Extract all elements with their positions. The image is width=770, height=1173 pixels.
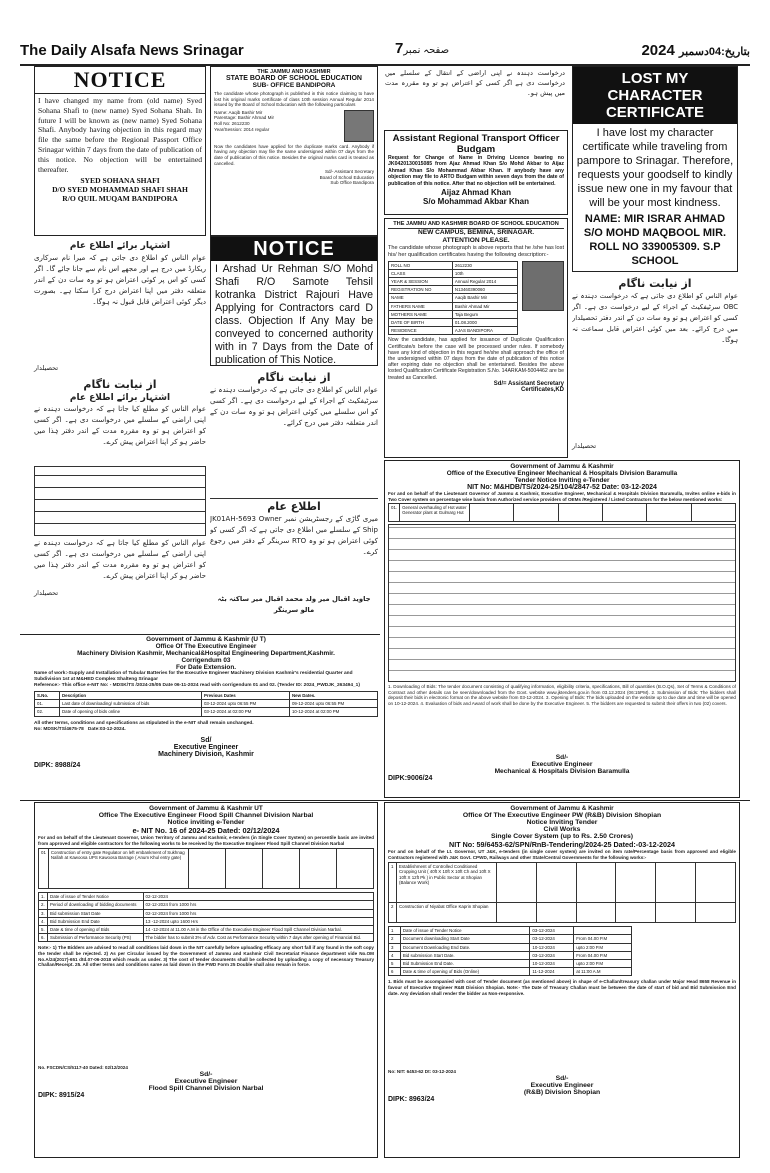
- cell: Bid Submission End Date.: [400, 960, 530, 968]
- candidate-photo-2: [522, 261, 564, 311]
- flood-sd: Sd/-: [199, 1071, 213, 1078]
- shopian-body: For and on behalf of the Lt. Governor, UT J&K, e-tenders (in single cover system) are invited on item rate/Percentage basis from approved and eligible Contractors registered with J&K Govt. CPWD, Railways and other State/Central Governments for the following works:-: [388, 849, 736, 860]
- cell: 1.: [39, 893, 48, 901]
- table-row: [39, 917, 374, 925]
- urdu-heading-1: اشتہار برائے اطلاع عام: [69, 241, 171, 251]
- cell: 1: [389, 863, 397, 903]
- cell: [536, 903, 576, 923]
- row-value: 2612230: [452, 261, 517, 269]
- cell: 4.: [39, 917, 48, 925]
- table-row: [389, 504, 736, 522]
- cell: 02.: [35, 708, 60, 716]
- urdu-body-4: میری گاڑی کے رجسٹریشن نمبر JK01AH-5693 Owner Ship کے سلسلے میں اطلاع دی جاتی ہے کہ اگر کسی کو کوئی اعتراض ہو تو وہ RTO سرینگر کے دفتر میں رجوع کرے۔: [210, 515, 378, 556]
- baramulla-tender-notice: [384, 460, 740, 798]
- urdu-body-1: عوام الناس کو اطلاع دی جاتی ہے کہ میرا نام سرکاری ریکارڈ میں درج ہے اور مجھے اس نام سے جانا جائے گا۔ اگر کسی کو اس پر کوئی اعتراض ہو تو وہ سات دن کے اندر متعلقہ دفتر میں اپنا اعتراض درج کرا سکتا ہے۔ بصورت دیگر کوئی اعتراض قابل قبول نہ ہوگا۔: [34, 254, 206, 306]
- mech-dipk: DIPK: 8988/24: [34, 762, 81, 770]
- shopian-dipk: DIPK: 8963/24: [388, 1096, 435, 1103]
- table-row: [389, 943, 632, 951]
- row-label: YEAR & SESSION: [389, 278, 453, 286]
- mech-date: Date:03-12-2024.: [87, 727, 126, 733]
- mech-body: Name of work:-Supply and Installation of Tubular Batteries for the Executive Engineer Machinery Division Kashmir's residential Quarter and Subdivision 1st at M&HED Complex Shalteng Srinagar: [34, 671, 353, 682]
- row-label: DATE OF BIRTH: [389, 319, 453, 327]
- bar-nit-number: NIT No: M&HDB/TS/2024-25/104/2847-52 Date: 03-12-2024: [467, 484, 657, 491]
- cell: 02-12-2024: [143, 893, 373, 901]
- table-row: [389, 261, 518, 269]
- flood-division-sign: Flood Spill Channel Division Narbal: [148, 1085, 264, 1092]
- cell: Bid Submission End Date: [48, 917, 143, 925]
- jkbose2-sign1: Sd/= Assistant Secretary: [493, 380, 564, 387]
- mech-division: Machinery Division Kashmir, Mechanical&Hospital Engineering Department,Kashmir.: [77, 650, 335, 657]
- shopian-nit: NIT No: 59/6453-62/SPN/RnB-Tendering/2024-25 Dated:-03-12-2024: [449, 840, 675, 849]
- row-value: Annual Regular 2014: [452, 278, 517, 286]
- table-row: [389, 310, 518, 318]
- jkbose2-attention: ATTENTION PLEASE.: [442, 236, 510, 244]
- cell: 2: [389, 935, 401, 943]
- table-row: [389, 960, 632, 968]
- bar-tender-notice: Tender Notice Inviting e-Tender: [514, 477, 610, 484]
- lost-heading: LOST MY CHARACTER CERTIFICATE: [573, 67, 737, 124]
- urdu-left-column: [34, 240, 206, 630]
- lost-body: I have lost my character certificate while traveling from pampore to Srinagar. Therefore, requests your goodself to kindly issue new one in my favour that will be your most kindness.: [576, 127, 734, 209]
- cell: 03-12-2024: [530, 951, 574, 959]
- urdu-table: [34, 466, 206, 536]
- notice-body: I have changed my name from (old name) Syed Sohana Shafi to (new name) Syed Sohana Shah. In future I will be known as (new name) Syed Sohana Shafi. Anybody having objection in this regard may file the same before the Regional Passport Office Srinagar within 7 days from the date of publication of this notice. No objection will be entertained thereafter.: [38, 96, 202, 174]
- candidate-roll: Roll No: 2612230: [214, 120, 250, 126]
- flood-nit: e- NIT No. 16 of 2024-25 Dated: 02/12/2024: [132, 826, 280, 835]
- cell: [656, 863, 696, 903]
- col-header: New Dates.: [289, 692, 377, 700]
- cell: Submission of Performance Security (PS): [48, 934, 143, 942]
- notice-address: R/O QUIL MUQAM BANDIPORA: [62, 194, 178, 204]
- table-row: [389, 935, 632, 943]
- page-label-urdu: صفحہ نمبر: [403, 45, 450, 56]
- cell: [336, 849, 373, 889]
- flood-dates-table: [38, 892, 374, 942]
- contractor-card-notice: [210, 236, 378, 366]
- cell: [576, 903, 616, 923]
- bar-office: Office of the Executive Engineer Mechanical & Hospitals Division Baramulla: [446, 470, 678, 477]
- cell: [262, 849, 299, 889]
- cell: 10-12-2024: [530, 960, 574, 968]
- arto-budgam-notice: [384, 130, 568, 215]
- bar-work: General overhauling of Hot water Generator plant at Gulmarg Hut: [400, 504, 470, 522]
- row-label: CLASS: [389, 269, 453, 277]
- urdu-sign-2: تحصیلدار: [34, 589, 59, 597]
- cell: Date of issue of Tender Notice: [400, 927, 530, 935]
- table-row: [39, 926, 374, 934]
- board-office: STATE BOARD OF SCHOOL EDUCATION: [226, 75, 362, 82]
- mech-number: No: MDSK/TS/4675-78: [34, 727, 84, 733]
- row-label: MOTHERS NAME: [389, 310, 453, 318]
- shopian-tail: 1. Bids must be accompanied with cost of Tender document (as mentioned above) in shape of e-Challan/treasury challan under Major Head 8658 Revenue in favour of Executive Engineer R&B Division Shopian. Note:- The Date of Treasury Challan must be between the date of start of bid and Bid Submission End date. Any deviation shall render the bidder as Non-responsive.: [388, 979, 736, 996]
- shopian-work-1: Establishment of Controlled Conditioned Cropping Unit ( 40ft X 10ft X 10ft Ch and 10ft X 10ft X 12ft Pk ) in Public Sector at Shopian (Balance Work): [397, 863, 497, 903]
- mech-extension: For Date Extension.: [175, 664, 236, 671]
- candidate-photo: [344, 110, 374, 142]
- jkbose2-tail: Now the candidate, has applied for issuance of Duplicate Qualification Certificate/s before the case will be processed under rules. If somebody have any kind of objection in this regard he/she shall approach the office of the undersigned within 07 days from the date of publication of this notice after expiring date no objection shall be entertained. Besides the above losted Qualification Certificate Registration S.No. 14ARKAM-5004462 are be treated as Cancelled.: [388, 337, 564, 381]
- cell: upto 2:00 P.M: [574, 960, 631, 968]
- row-value: 10th: [452, 269, 517, 277]
- cell: at 11:00 A.M: [574, 968, 631, 976]
- cell: upto 2:00 P.M: [574, 943, 631, 951]
- candidate-parentage: Parentage: Bashir Ahmad Mir: [214, 115, 275, 121]
- flood-body: For and on behalf of the Lieutenant Governor, Union Territory of Jammu and Kashmir, e-tenders (in Single Cover System) on percentile basis are invited from approved and eligible contractors for the following works to be received by the Executive Engineer Flood Spill Channel Division Narbal: [38, 835, 374, 846]
- cell: [616, 863, 656, 903]
- table-row: [39, 849, 374, 889]
- lost-name: NAME: MIR ISRAR AHMAD S/O MOHD MAQBOOL MIR. ROLL NO 339005309. S.P SCHOOL: [583, 213, 727, 267]
- col-header: Description: [59, 692, 201, 700]
- cell: [603, 504, 647, 522]
- cell: 03-12-2024: [530, 935, 574, 943]
- mech-ee: Executive Engineer: [173, 744, 239, 752]
- table-row: [389, 927, 632, 935]
- cell: 6: [389, 968, 401, 976]
- urdu-body-2b: عوام الناس کو مطلع کیا جاتا ہے کہ درخواست دہندہ نے اپنی اراضی کے سلسلے میں درخواست دی ہے۔ اگر کسی کو اعتراض ہو تو وہ مقررہ مدت کے اندر دفتر ہٰذا میں حاضر ہو کر اپنا اعتراض پیش کرے۔: [34, 539, 206, 580]
- cell: [696, 863, 736, 903]
- jkbose2-sign2: Certificates,KD: [520, 386, 564, 393]
- board-name: THE JAMMU AND KASHMIR: [257, 69, 331, 75]
- mech-gov: Government of Jammu & Kashmir (U T): [146, 636, 266, 643]
- cell: 02-12-2024 from 1000 hrs: [143, 909, 373, 917]
- cell: 09-12-2024 upto 06:55 PM: [289, 700, 377, 708]
- bar-gov: Government of Jammu & Kashmir: [510, 463, 614, 470]
- sign-sub-office: Sub Office Bandipora: [330, 180, 374, 186]
- jkbose2-office: NEW CAMPUS, BEMINA, SRINAGAR.: [417, 228, 535, 236]
- cell: 3: [389, 943, 401, 951]
- flood-number: No. FSCDN/CS/5117-40 Dated: 02/12/2024: [38, 1065, 128, 1071]
- cell: Bid submission Start Date: [48, 909, 143, 917]
- urdu-sign-5: تحصیلدار: [572, 442, 597, 450]
- bar-tail: 1. Downloading of Bids: The tender document consisting of qualifying information, eligibility criteria, specifications, Bill of quantities (B.O.Qs), Set of Terms & Conditions of Contract and other details can be seen/downloaded from the Govt. website www.jktenders.gov.in from 03.12.2024 (06:15PM). 2. Submission of Bids: The bidders shall deposit their bids in electronic format on the above website from 03-12-2024. 3. Opening of Bids: The bids uploaded on the website up to due date and time will be opened on 10-12-2024. 4. Evaluation of bids and Award of work shall be done by the Executive Engineer. 5. The bidders are requested to submit their offers in two (02) covers.: [388, 684, 736, 706]
- jkbose-bandipora-notice: [210, 66, 378, 236]
- flood-notice: Notice inviting e-Tender: [167, 819, 245, 826]
- cell: 01: [39, 849, 49, 889]
- shopian-division-sign: (R&B) Division Shopian: [523, 1089, 601, 1096]
- mech-date-table: [34, 691, 378, 717]
- table-row: [389, 327, 518, 335]
- shopian-number: No: NIT: 6453-62 Dt: 03-12-2024: [388, 1069, 456, 1075]
- bar-division-sign: Mechanical & Hospitals Division Baramulla: [494, 768, 630, 776]
- page-number: [395, 40, 449, 57]
- shopian-tender-notice: [384, 802, 740, 1158]
- newspaper-title: The Daily Alsafa News Srinagar: [20, 42, 244, 59]
- notice-heading: NOTICE: [35, 67, 205, 94]
- notice2-heading: NOTICE: [211, 237, 377, 261]
- table-row: [389, 269, 518, 277]
- cell: Date of issue of Tender Notice: [48, 893, 143, 901]
- cell: 5.: [39, 926, 48, 934]
- name-change-notice: [34, 66, 206, 236]
- table-row: [389, 319, 518, 327]
- table-row: [389, 951, 632, 959]
- table-row: [389, 863, 736, 903]
- cell: 03-12-2024 upto 06:55 PM: [201, 700, 289, 708]
- row-value: AJAS BANDIPORA: [452, 327, 517, 335]
- table-row: [389, 294, 518, 302]
- mech-tail: All other terms, conditions and specifications as stipulated in the e-NIT shall remain unchanged.: [34, 720, 254, 726]
- cell: 02-12-2024 from 1000 hrs: [143, 901, 373, 909]
- flood-gov: Government of Jammu & Kashmir UT: [149, 805, 263, 812]
- table-row: [35, 700, 378, 708]
- cell: [616, 903, 656, 923]
- row-label: FATHERS NAME: [389, 302, 453, 310]
- shopian-works-table: [388, 862, 736, 923]
- row-label: NAME: [389, 294, 453, 302]
- table-row: [389, 302, 518, 310]
- table-row: [39, 901, 374, 909]
- mech-sd: Sd/: [200, 737, 212, 745]
- cell: Document downloading Start Date: [400, 935, 530, 943]
- cell: The bidder has to submit 3% of Adv. Cost as Performance Security within 7 days after opening of Financial Bid.: [143, 934, 373, 942]
- table-row: [389, 903, 736, 923]
- table-row: [35, 692, 378, 700]
- urdu-heading-4: اطلاع عام: [210, 498, 378, 514]
- notice2-body: I Arshad Ur Rehman S/O Mohd Shafi R/O Samote Tehsil kotranka District Rajouri Have Applying for Contractors card D class. Objection If Any May be conveyed to concerned authority with in 7 Days from the Date of publication of This Notice.: [215, 263, 373, 366]
- shopian-gov: Government of Jammu & Kashmir: [510, 805, 614, 812]
- arto-heading: Assistant Regional Transport Officer Budgam: [392, 133, 560, 155]
- issue-date-urdu: بتاریخ:04دسمبر: [679, 46, 750, 58]
- table-row: [39, 893, 374, 901]
- cell: Date & time of opening of Bids (Online): [400, 968, 530, 976]
- arto-body: Request for Change of Name in Driving Licence bearing no JK0420130015085 from Ajaz Ahmad Khan S/o Mohd Akbar to Aijaz Ahmad Khan S/o Mohammad Akbar Khan. If anybody have any objection may file to ARTO Budgam within seven days from the date of publication of this notice. After that no objection will be entertained.: [388, 155, 564, 187]
- cell: 3.: [39, 909, 48, 917]
- cell: 2: [389, 903, 397, 923]
- table-row: [389, 968, 632, 976]
- urdu-body-2: عوام الناس کو مطلع کیا جاتا ہے کہ درخواست دہندہ نے اپنی اراضی کے سلسلے میں درخواست دی ہے۔ اگر کسی کو اعتراض ہو تو وہ مقررہ مدت کے اندر دفتر ہٰذا میں حاضر ہو کر اپنا اعتراض پیش کرے۔: [34, 405, 206, 446]
- mech-number-date: [34, 727, 378, 733]
- cell: [470, 504, 514, 522]
- table-row: [39, 909, 374, 917]
- cell: 6.: [39, 934, 48, 942]
- flood-tail: Note:- 1) The Bidders are advised to read all conditions laid down in the NIT carefully before uploading efficacy any short fall if any found in the soft copy the tender shall be rejected. 2) As per Circular issued by the Government of Jammu and Kashmir Civil Secretariat Finance department vide No.OM No.A/24(2017)-651 dtd.07-06-2018 which reads as under. 3) The cost of tender documents shall be collected by uploading a copy of necessary Treasury Challan/Receipt. 25. All other terms and conditions same as laid down in the PWD Form 25 Double shall also remain in force.: [38, 945, 374, 968]
- shopian-sd: Sd/-: [555, 1075, 569, 1082]
- col-header: Previous Dates: [201, 692, 289, 700]
- urdu-heading-3: از نیابت ناگام: [257, 371, 331, 384]
- cell: [536, 863, 576, 903]
- cell: [574, 927, 631, 935]
- urdu-heading-5: از نیابت ناگام: [618, 277, 692, 290]
- cell: [188, 849, 225, 889]
- table-row: [39, 934, 374, 942]
- cell: 11-12-2024: [530, 968, 574, 976]
- row-label: ROLL NO: [389, 261, 453, 269]
- cell: Period of downloading of bidding documents: [48, 901, 143, 909]
- arto-name: Aijaz Ahmad Khan: [441, 188, 511, 198]
- lost-certificate-notice: [572, 66, 738, 272]
- shopian-works: Civil Works: [543, 826, 581, 833]
- table-row: [389, 286, 518, 294]
- mech-office: Office Of The Executive Engineer: [155, 643, 257, 650]
- cell: 03-12-2024 at 02:00 PM: [201, 708, 289, 716]
- candidate-details-table: [388, 261, 518, 336]
- cell: 10-12-2024: [530, 943, 574, 951]
- cell: [225, 849, 262, 889]
- urdu-heading-2: از نیابت ناگام: [83, 378, 157, 391]
- urdu-notice-top: درخواست دہندہ نے اپنی اراضی کے انتقال کے سلسلے میں درخواست دی ہے اگر کسی کو اعتراض ہو تو وہ مقررہ مدت میں پیش ہو۔: [385, 69, 565, 97]
- flood-work: Construction of entry gate Regulator on left embankment of Sukhnag Nallah at Kawoosa UPS Kawoosa Barrage ( Anum Khul entry gate): [48, 849, 188, 889]
- cell: Date & time of opening of Bids: [48, 926, 143, 934]
- flood-ee: Executive Engineer: [174, 1078, 238, 1085]
- cell: 10-12-2024 at 02:00 PM: [289, 708, 377, 716]
- cell: Date of opening of bids online: [59, 708, 201, 716]
- cell: [497, 903, 537, 923]
- mech-corrigendum: Corrigendum 03: [181, 657, 231, 664]
- urdu-sign-1: تحصیلدار: [34, 364, 59, 372]
- sign-assistant-secretary: Sd/- Assistant Secretary: [324, 169, 374, 175]
- mech-reference: Reference:- This office e-NIT No: - MDSK/TS /2024-25/05 Date 06-11-2024 read with corrigendum 01 and 02. (Tender ID: 2024_PWDJK_263494_1): [34, 683, 360, 688]
- row-value: Aaqib Bashir Mir: [452, 294, 517, 302]
- cell: 5: [389, 960, 401, 968]
- jkbose2-board: THE JAMMU AND KASHMIR BOARD OF SCHOOL EDUCATION: [388, 221, 564, 229]
- urdu-middle-column: [210, 370, 378, 632]
- cell: 01.: [389, 504, 400, 522]
- urdu-subheading-2: اشتہار برائے اطلاع عام: [69, 393, 171, 403]
- cell: 14 -12-2024 at 11.00 A.M in the Office of the Executive Engineer Flood Spill Channel Division Narbal.: [143, 926, 373, 934]
- row-value: Bashir Ahmad Mir: [452, 302, 517, 310]
- jkbose1-body: The candidate whose photograph is published in this notice claiming to have lost his original marks certificate of class 10th session Annual Regular 2014 issued by the Board of School Education with the following particulars: [214, 91, 374, 108]
- cell: Document Downloading End Date.: [400, 943, 530, 951]
- table-row: [35, 708, 378, 716]
- notice-relation: D/O SYED MOHAMMAD SHAFI SHAH: [52, 185, 188, 195]
- cell: From 04.00 P.M: [574, 935, 631, 943]
- row-label: REGISTRATION NO: [389, 286, 453, 294]
- notice-name: SYED SOHANA SHAFI: [80, 176, 160, 186]
- jkbose1-tail: Now the candidates have applied for the duplicate marks card. Anybody if having any objection may file the same undersigned within 07 days from the date of publication of this notice. Besides the original marks card is treated as cancelled.: [214, 143, 374, 166]
- arto-relation: S/o Mohammad Akbar Khan: [423, 197, 529, 207]
- cell: 2.: [39, 901, 48, 909]
- flood-dipk: DIPK: 8915/24: [38, 1092, 85, 1099]
- sign-board: Board of School Education: [319, 174, 374, 180]
- shopian-notice: Notice Inviting Tender: [526, 819, 598, 826]
- shopian-dates-table: [388, 926, 632, 976]
- cell: 4: [389, 951, 401, 959]
- shopian-office: Office Of The Executive Engineer PW (R&B) Division Shopian: [462, 812, 662, 819]
- shopian-ee: Executive Engineer: [530, 1082, 594, 1089]
- shopian-work-2: Construction of Niyabat Office Kaprin Shopian: [397, 903, 497, 923]
- issue-date: [641, 42, 750, 59]
- cell: [558, 504, 602, 522]
- urdu-right-column: [572, 276, 738, 456]
- cell: [497, 863, 537, 903]
- urdu-body-5: عوام الناس کو اطلاع دی جاتی ہے کہ درخواست دہندہ نے OBC سرٹیفکیٹ کے اجراء کے لیے درخواست دی ہے۔ اگر کسی کو اعتراض ہو تو وہ سات دن کے اندر دفتر تحصیلدار میں درج کرائے۔ بعد میں کوئی اعتراض قابل سماعت نہ ہوگا۔: [572, 292, 738, 344]
- cell: [691, 504, 735, 522]
- cell: [656, 903, 696, 923]
- table-row: [389, 278, 518, 286]
- cell: [514, 504, 558, 522]
- masthead: [20, 40, 750, 64]
- cell: 01.: [35, 700, 60, 708]
- bar-ee: Executive Engineer: [531, 761, 593, 769]
- cell: [576, 863, 616, 903]
- urdu-sign-4: جاوید اقبال میر ولد محمد اقبال میر ساکنہ بٹہ مالو سرینگر: [217, 595, 371, 614]
- bar-work-table: [388, 503, 736, 522]
- jkbose2-body: The candidate whose photograph is above reports that he /she has lost his/ her qualification certificates having the following description:-: [388, 244, 565, 258]
- flood-office: Office The Executive Engineer Flood Spill Channel Division Narbal: [98, 812, 314, 819]
- page-number-value: 7: [395, 40, 404, 57]
- row-label: RESIDENCE: [389, 327, 453, 335]
- row-value: Taja Begum: [452, 310, 517, 318]
- cell: Bid submission Start Date.: [400, 951, 530, 959]
- issue-year: 2024: [641, 42, 675, 59]
- bar-body: For and on behalf of the Lieutenant Governor of Jammu & Kashmir, Executive Engineer, Mechanical & Hospitals Division Baramulla, Invites online e-bids in Two Cover system on percentage wise basis from Authorized service providers of OEMs /Registered / Listed Contractors for the below mentioned works:: [388, 491, 736, 502]
- jkbose-bemina-notice: [384, 218, 568, 458]
- shopian-system: Single Cover System (up to Rs. 2.50 Crores): [490, 833, 634, 840]
- bar-dipk: DIPK:9006/24: [388, 775, 433, 783]
- urdu-body-3: عوام الناس کو اطلاع دی جاتی ہے کہ درخواست دہندہ نے سرٹیفکیٹ کے اجراء کے لیے درخواست دی ہے۔ اگر کسی کو اس سلسلے میں کوئی اعتراض ہو تو وہ سات دن کے اندر متعلقہ دفتر میں درج کرائے۔: [210, 386, 378, 427]
- flood-work-table: [38, 848, 374, 889]
- machinery-division-corrigendum: [34, 636, 378, 796]
- cell: From 04.00 P.M: [574, 951, 631, 959]
- bar-sd: Sd/-: [555, 754, 569, 762]
- cell: 1: [389, 927, 401, 935]
- cell: [696, 903, 736, 923]
- row-value: 01.08.2000: [452, 319, 517, 327]
- candidate-name: Name: Aaqib Bashir Mir: [214, 109, 263, 115]
- mech-division-sign: Machinery Division, Kashmir: [158, 751, 254, 759]
- cell: [299, 849, 336, 889]
- board-sub-office: SUB- OFFICE BANDIPORA: [252, 82, 336, 89]
- bar-terms-table: [388, 524, 736, 682]
- flood-spill-tender-notice: [34, 802, 378, 1158]
- cell: [647, 504, 691, 522]
- cell: 13 -12-2024 upto 1600 Hrs: [143, 917, 373, 925]
- candidate-year: Year/Session: 2014 regular: [214, 126, 270, 132]
- col-header: S.No.: [35, 692, 60, 700]
- row-value: N13460390060: [452, 286, 517, 294]
- cell: Last date of downloading/ submission of bids: [59, 700, 201, 708]
- cell: 03-12-2024: [530, 927, 574, 935]
